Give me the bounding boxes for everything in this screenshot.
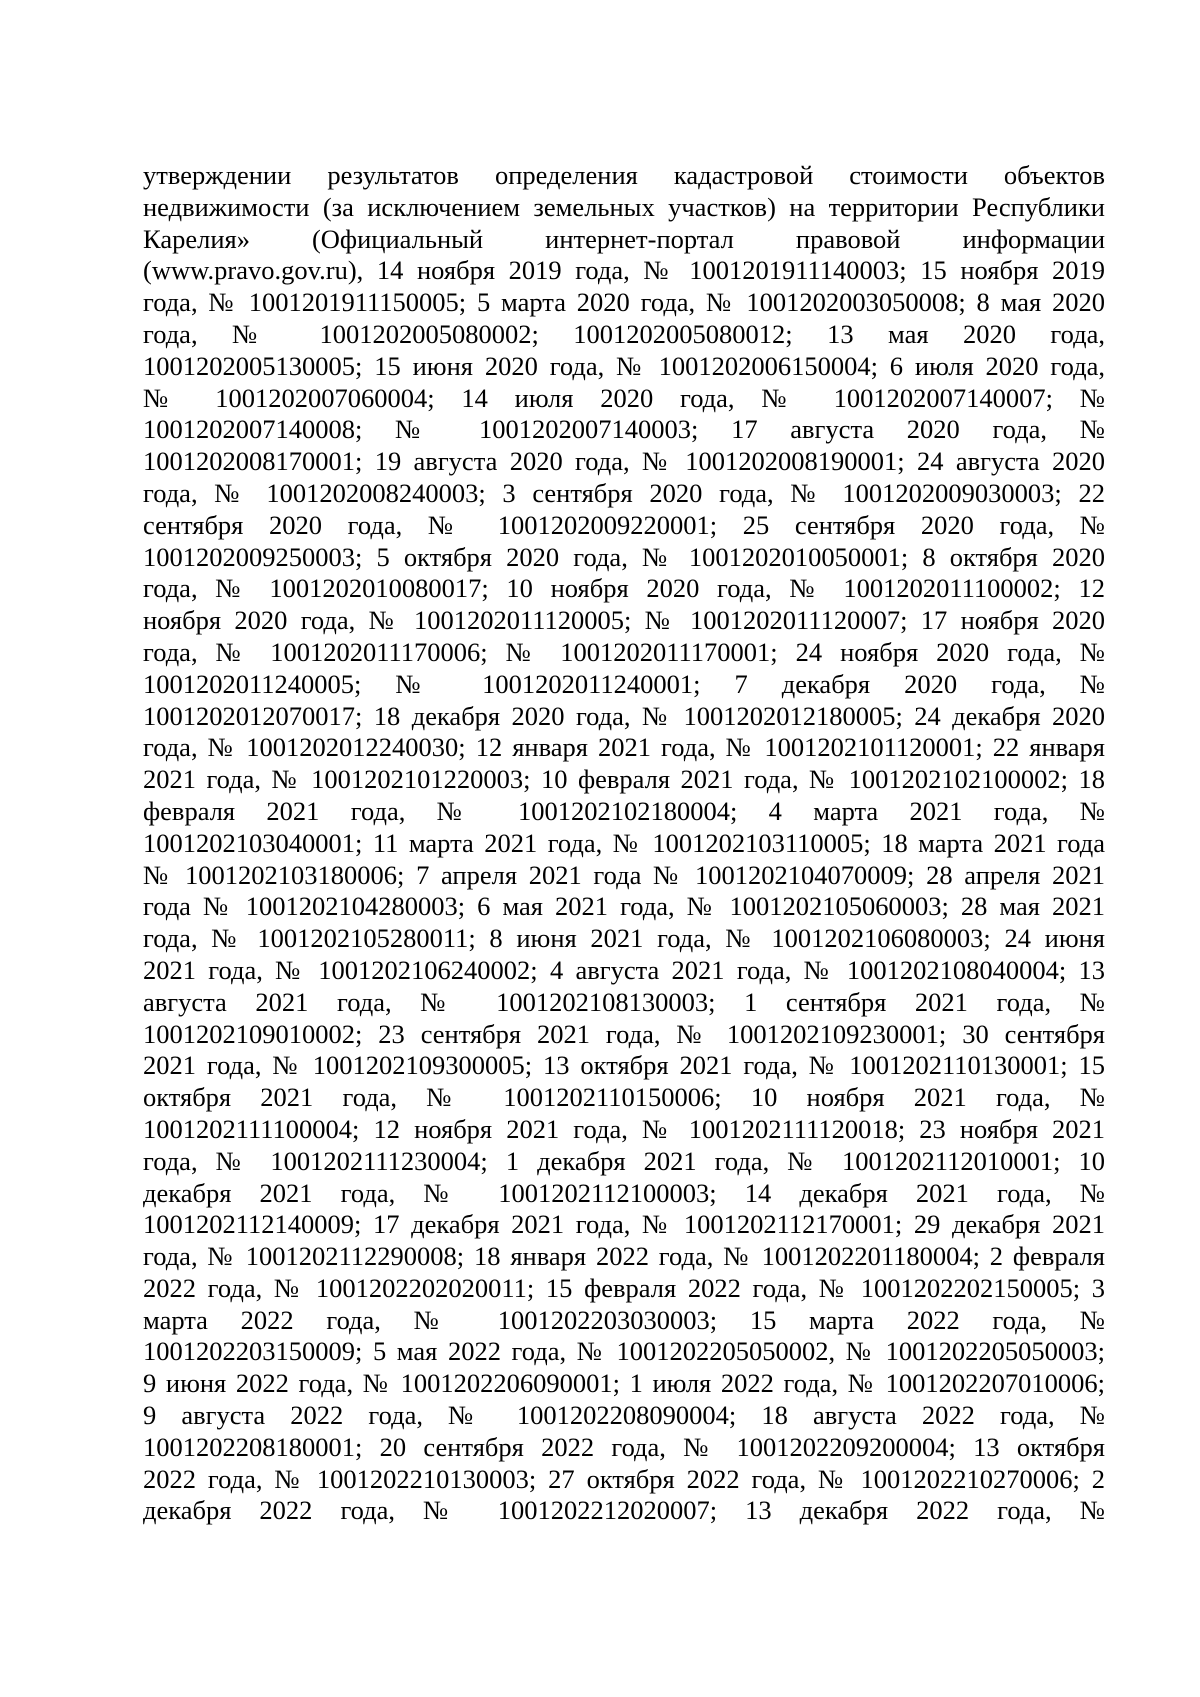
text-line: августа 2021 года, № 1001202108130003; 1 сентября 2021 года, № [143,986,1105,1017]
text-line: 2021 года, № 1001202109300005; 13 октября 2021 года, № 1001202110130001; 15 [143,1050,1105,1081]
text-line: 1001202103040001; 11 марта 2021 года, № 1001202103110005; 18 марта 2021 года [143,827,1105,858]
text-line: 1001202005130005; 15 июня 2020 года, № 1001202006150004; 6 июля 2020 года, [143,350,1105,381]
text-line: № 1001202103180006; 7 апреля 2021 года № 1001202104070009; 28 апреля 2021 [143,859,1105,890]
text-line: 1001202203150009; 5 мая 2022 года, № 1001202205050002, № 1001202205050003; [143,1336,1105,1367]
text-line: 1001202008170001; 19 августа 2020 года, № 1001202008190001; 24 августа 2020 [143,446,1105,477]
text-line: февраля 2021 года, № 1001202102180004; 4 марта 2021 года, № [143,795,1105,826]
text-line: (www.pravo.gov.ru), 14 ноября 2019 года, № 1001201911140003; 15 ноября 2019 [143,255,1105,286]
text-line: утверждении результатов определения кадастровой стоимости объектов [143,160,1105,190]
body-text [143,160,1105,1527]
text-line: года, № 1001202010080017; 10 ноября 2020 года, № 1001202011100002; 12 [143,573,1105,604]
text-line: 9 августа 2022 года, № 1001202208090004; 18 августа 2022 года, № [143,1400,1105,1431]
text-line: 1001202109010002; 23 сентября 2021 года, № 1001202109230001; 30 сентября [143,1018,1105,1049]
text-line: октября 2021 года, № 1001202110150006; 10 ноября 2021 года, № [143,1082,1105,1113]
text-line: года, № 1001202105280011; 8 июня 2021 года, № 1001202106080003; 24 июня [143,923,1105,954]
text-line: ноября 2020 года, № 1001202011120005; № 1001202011120007; 17 ноября 2020 [143,605,1105,636]
text-line: марта 2022 года, № 1001202203030003; 15 марта 2022 года, № [143,1304,1105,1335]
text-line: года, № 1001202005080002; 1001202005080012; 13 мая 2020 года, [143,318,1105,349]
text-line: года, № 1001202012240030; 12 января 2021 года, № 1001202101120001; 22 января [143,732,1105,763]
text-line: 1001202011240005; № 1001202011240001; 7 декабря 2020 года, № [143,668,1105,699]
text-line: Карелия» (Официальный интернет-портал правовой информации [143,223,1105,254]
text-line: № 1001202007060004; 14 июля 2020 года, № 1001202007140007; № [143,382,1105,413]
text-line: 1001202208180001; 20 сентября 2022 года, № 1001202209200004; 13 октября [143,1431,1105,1462]
text-line: года № 1001202104280003; 6 мая 2021 года, № 1001202105060003; 28 мая 2021 [143,891,1105,922]
text-line: 2022 года, № 1001202202020011; 15 февраля 2022 года, № 1001202202150005; 3 [143,1272,1105,1303]
text-line: 1001202009250003; 5 октября 2020 года, № 1001202010050001; 8 октября 2020 [143,541,1105,572]
text-line: года, № 1001202008240003; 3 сентября 2020 года, № 1001202009030003; 22 [143,477,1105,508]
text-line: года, № 1001201911150005; 5 марта 2020 года, № 1001202003050008; 8 мая 2020 [143,287,1105,318]
text-line: года, № 1001202111230004; 1 декабря 2021 года, № 1001202112010001; 10 [143,1145,1105,1176]
text-line: 2022 года, № 1001202210130003; 27 октября 2022 года, № 1001202210270006; 2 [143,1463,1105,1494]
text-line: декабря 2022 года, № 1001202212020007; 13 декабря 2022 года, № [143,1495,1105,1526]
text-line: сентября 2020 года, № 1001202009220001; 25 сентября 2020 года, № [143,509,1105,540]
text-line: 1001202111100004; 12 ноября 2021 года, № 1001202111120018; 23 ноября 2021 [143,1113,1105,1144]
text-line: декабря 2021 года, № 1001202112100003; 14 декабря 2021 года, № [143,1177,1105,1208]
text-line: 2021 года, № 1001202106240002; 4 августа 2021 года, № 1001202108040004; 13 [143,954,1105,985]
text-line: 9 июня 2022 года, № 1001202206090001; 1 июля 2022 года, № 1001202207010006; [143,1368,1105,1399]
text-line: 2021 года, № 1001202101220003; 10 февраля 2021 года, № 1001202102100002; 18 [143,764,1105,795]
text-line: 1001202012070017; 18 декабря 2020 года, № 1001202012180005; 24 декабря 2020 [143,700,1105,731]
text-line: 1001202007140008; № 1001202007140003; 17 августа 2020 года, № [143,414,1105,445]
text-line: 1001202112140009; 17 декабря 2021 года, № 1001202112170001; 29 декабря 2021 [143,1209,1105,1240]
text-line: года, № 1001202011170006; № 1001202011170001; 24 ноября 2020 года, № [143,636,1105,667]
text-line: года, № 1001202112290008; 18 января 2022 года, № 1001202201180004; 2 февраля [143,1241,1105,1272]
text-line: недвижимости (за исключением земельных участков) на территории Республики [143,191,1105,222]
